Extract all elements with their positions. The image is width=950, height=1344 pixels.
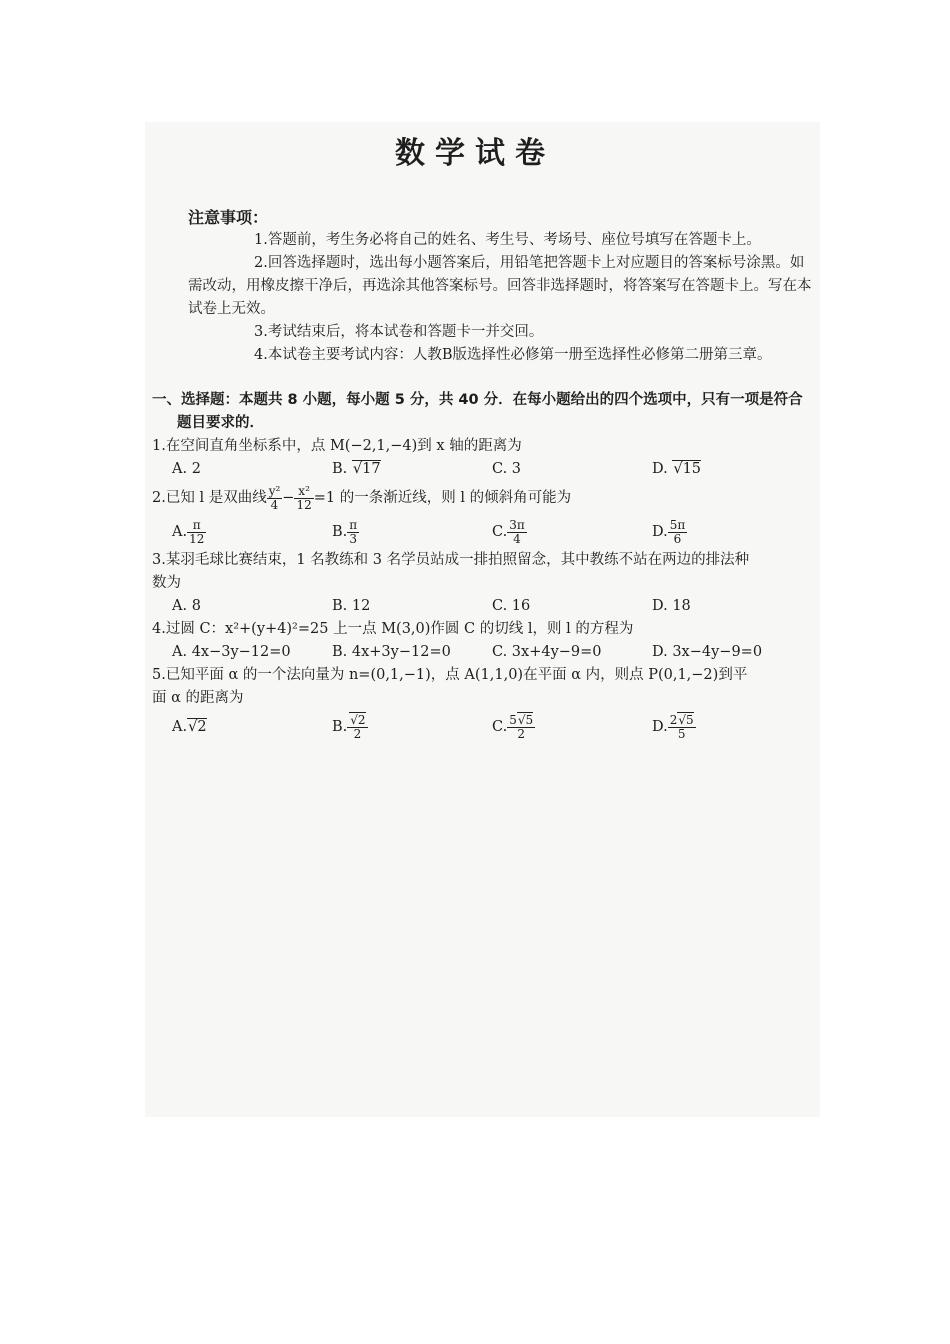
q1-b-radical: √ 17 [352,460,381,477]
question-4-options [152,641,812,664]
q2-f2-num: x² [294,485,313,499]
question-5 [152,664,812,744]
question-2-stem [152,481,812,515]
q5-option-c [492,710,652,744]
q2-c-fraction [507,519,527,546]
q1-d-radical: √ 15 [672,460,701,477]
q5-c-den: 2 [517,726,525,741]
q5-b-den: 2 [353,726,362,741]
question-3 [152,549,812,618]
section-1-line1: 一、选择题：本题共 8 小题，每小题 5 分，共 40 分．在每小题给出的四个选项中，只有一项是符合 [152,392,803,408]
q5-a-radical: √ 2 [187,718,206,735]
q5-b-label: B. [332,719,348,735]
q5-d-den: 5 [677,726,686,741]
question-5-stem-2: 面 α 的距离为 [152,690,244,706]
q1-d-label: D. [652,461,668,477]
q5-b-fraction [347,714,367,741]
q4-option-a: A. 4x−3y−12=0 [172,644,291,660]
q3-option-d: D. 18 [652,598,691,614]
q2-c-den: 4 [513,531,521,546]
q2-option-a [172,515,332,549]
q2-c-label: C. [492,524,508,540]
q5-option-a [172,710,332,744]
question-4-stem: 4.过圆 C：x²+(y+4)²=25 上一点 M(3,0)作圆 C 的切线 l，则 l 的方程为 [152,621,634,637]
q2-b-den: 3 [349,531,358,546]
q5-c-label: C. [492,719,508,735]
q2-option-c [492,515,652,549]
q2-a-den: 12 [189,531,205,546]
q2-option-b [332,515,492,549]
q1-b-label: B. [332,461,348,477]
q1-option-b [332,458,492,481]
exam-content [152,206,812,744]
q5-d-fraction [668,714,696,741]
q4-option-c: C. 3x+4y−9=0 [492,644,602,660]
q4-option-b: B. 4x+3y−12=0 [332,644,451,660]
q1-option-d [652,458,812,481]
question-5-stem-1: 5.已知平面 α 的一个法向量为 n=(0,1,−1)，点 A(1,1,0)在平面 α 内，则点 P(0,1,−2)到平 [152,667,748,683]
question-3-stem-1: 3.某羽毛球比赛结束，1 名教练和 3 名学员站成一排拍照留念，其中教练不站在两边的排法种 [152,552,750,568]
q5-d-radical: √ 5 [677,712,693,727]
exam-title: 数学试卷 [395,136,555,171]
question-1 [152,435,812,481]
q5-b-num [347,714,367,728]
q3-option-a: A. 8 [172,598,201,614]
question-4 [152,618,812,664]
q5-c-radical: √ 5 [517,712,533,727]
question-2 [152,481,812,549]
q2-option-d [652,515,812,549]
q2-b-num: π [349,517,358,532]
q2-d-label: D. [652,524,668,540]
q2-fraction-1 [267,485,283,512]
q2-a-fraction [187,519,206,546]
q2-minus: − [282,490,295,506]
q5-d-coef: 2 [669,712,678,727]
question-2-options [152,515,812,549]
notice-heading: 注意事项： [188,208,269,227]
q2-c-num: 3π [509,517,525,532]
q2-stem-pre: 2.已知 l 是双曲线 [152,490,267,506]
q2-b-fraction [347,519,359,546]
q5-b-radical: √ 2 [349,712,365,727]
q1-option-c: C. 3 [492,461,522,477]
q2-stem-post: =1 的一条渐近线，则 l 的倾斜角可能为 [313,490,572,506]
q2-fraction-2 [294,485,313,512]
notice-item-3: 3.考试结束后，将本试卷和答题卡一并交回。 [254,324,544,340]
section-1-heading [152,389,812,435]
q1-option-a: A. 2 [172,461,201,477]
q5-c-coef: 5 [509,712,517,727]
section-1-line2: 题目要求的． [177,415,264,431]
q3-option-c: C. 16 [492,598,531,614]
question-1-stem: 1.在空间直角坐标系中，点 M(−2,1,−4)到 x 轴的距离为 [152,438,522,454]
question-3-stem-2: 数为 [152,575,181,591]
q2-b-label: B. [332,524,348,540]
q5-c-fraction [507,714,535,741]
q5-d-num [668,714,696,728]
q2-f1-den: 4 [270,497,279,512]
q2-d-fraction [668,519,688,546]
notice-item-1: 1.答题前，考生务必将自己的姓名、考生号、考场号、座位号填写在答题卡上。 [254,232,761,248]
q2-d-den: 6 [673,531,682,546]
q2-d-num: 5π [669,517,686,532]
q5-c-num [507,714,535,728]
q3-option-b: B. 12 [332,598,371,614]
question-5-options [152,710,812,744]
q5-a-label: A. [172,719,188,735]
q5-d-label: D. [652,719,668,735]
q4-option-d: D. 3x−4y−9=0 [652,644,763,660]
notice-item-4: 4.本试卷主要考试内容：人教B版选择性必修第一册至选择性必修第二册第三章。 [254,347,772,363]
q2-f1-num: y² [268,483,281,498]
q2-f2-den: 12 [296,497,312,512]
q2-a-label: A. [172,524,188,540]
q2-a-num: π [187,519,206,533]
q5-option-b [332,710,492,744]
question-1-options [152,458,812,481]
q5-option-d [652,710,812,744]
question-3-options [152,595,812,618]
notice-item-2: 2.回答选择题时，选出每小题答案后，用铅笔把答题卡上对应题目的答案标号涂黑。如需改动，用橡皮擦干净后，再选涂其他答案标号。回答非选择题时，将答案写在答题卡上。写在本试卷上无效。 [188,255,812,317]
